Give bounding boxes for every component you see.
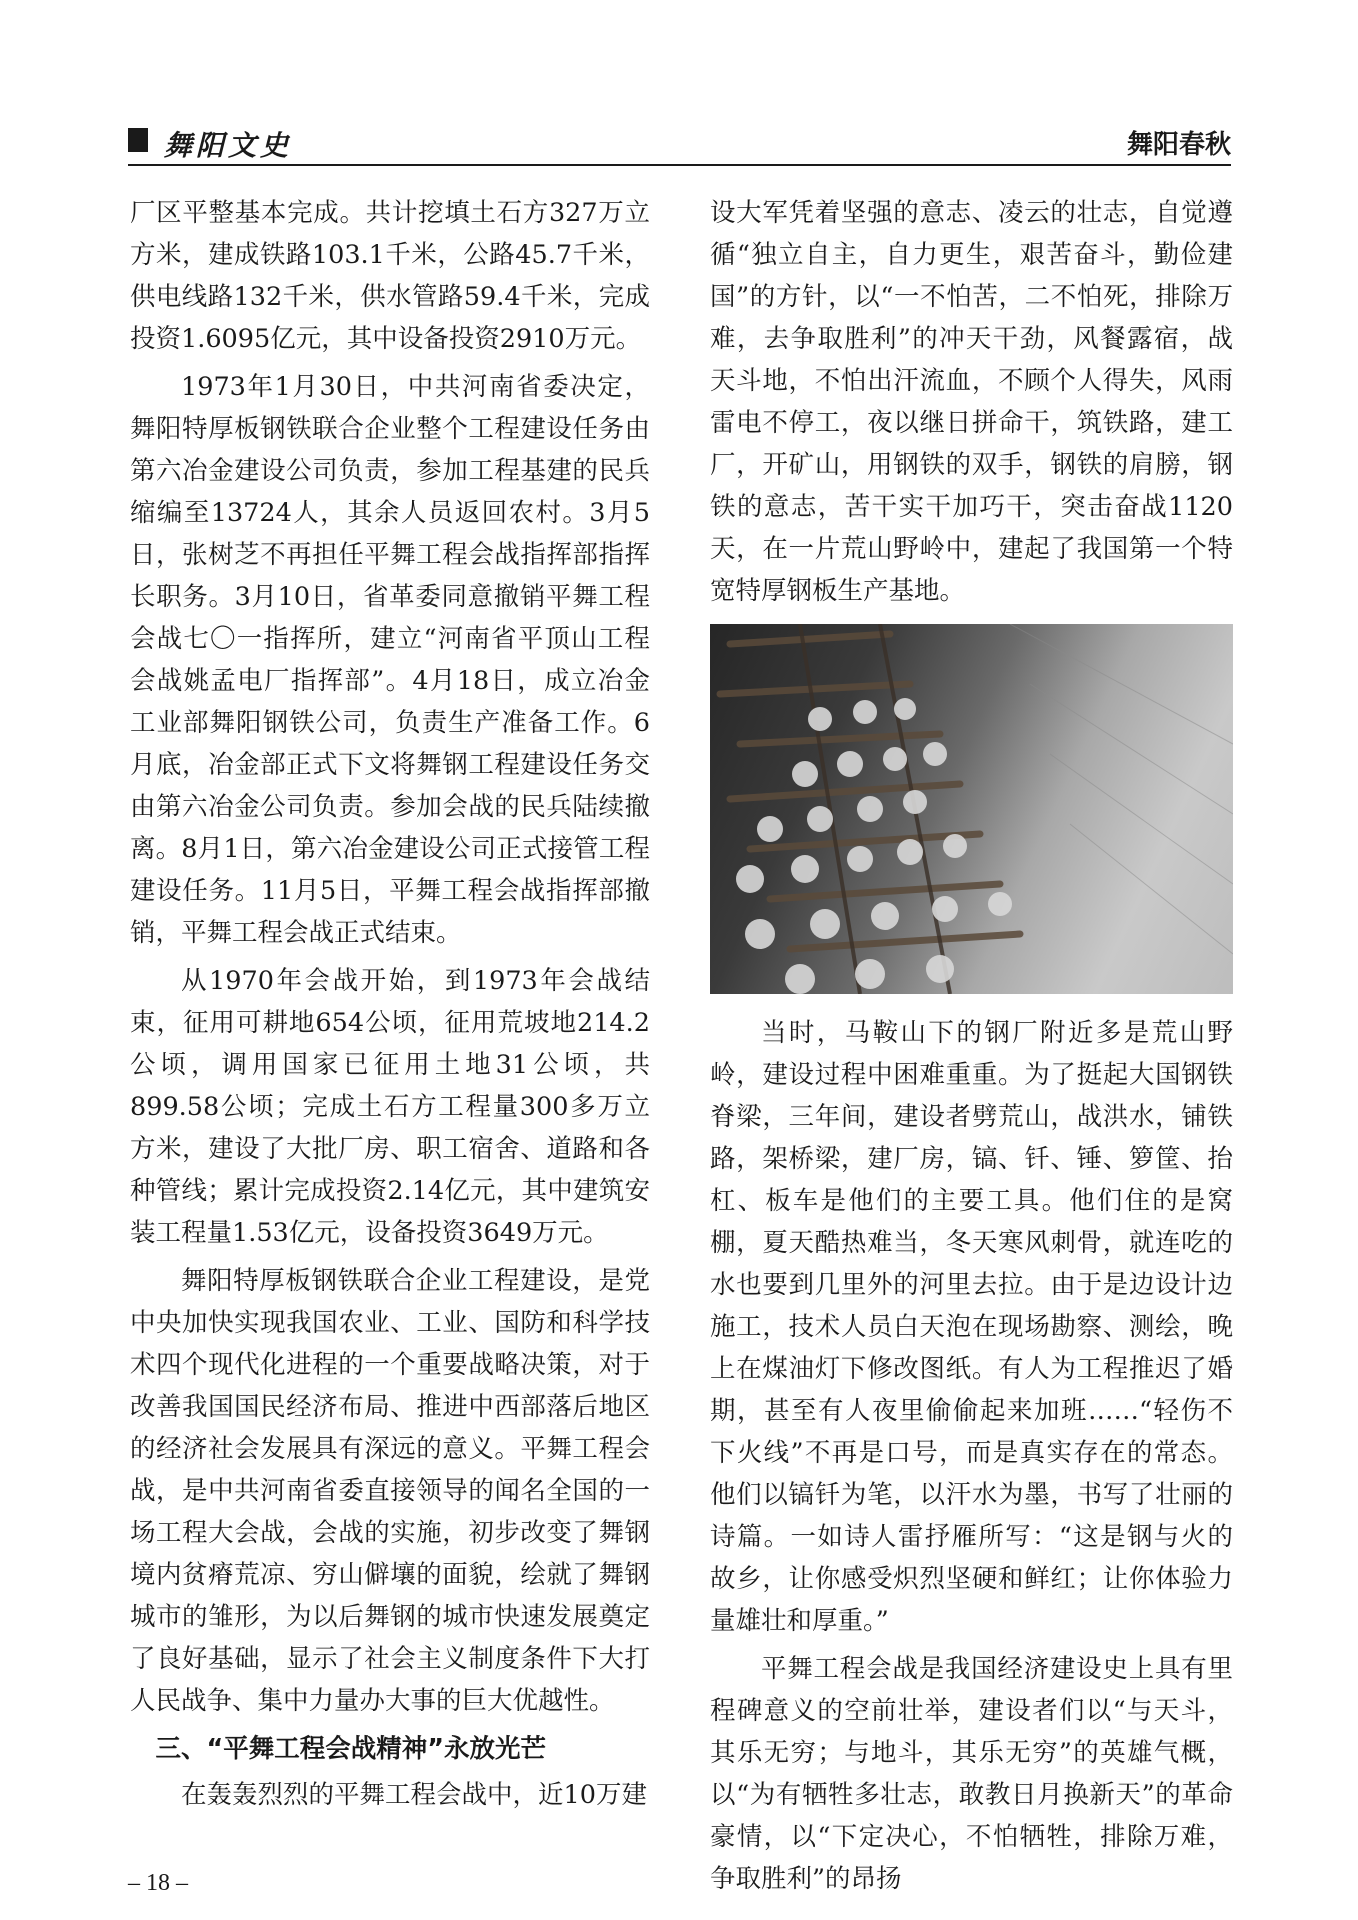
- historical-photo: [710, 624, 1233, 994]
- paragraph: 设大军凭着坚强的意志、凌云的壮志，自觉遵循“独立自主，自力更生，艰苦奋斗，勤俭建国”的方针，以“一不怕苦，二不怕死，排除万难，去争取胜利”的冲天干劲，风餐露宿，战天斗地，不怕出汗流血，不顾个人得失，风雨雷电不停工，夜以继日拼命干，筑铁路，建工厂，开矿山，用钢铁的双手，钢铁的肩膀，钢铁的意志，苦干实干加巧干，突击奋战1120天，在一片荒山野岭中，建起了我国第一个特宽特厚钢板生产基地。: [710, 198, 1233, 606]
- paragraph: 当时，马鞍山下的钢厂附近多是荒山野岭，建设过程中困难重重。为了挺起大国钢铁脊梁，三年间，建设者劈荒山，战洪水，铺铁路，架桥梁，建厂房，镐、钎、锤、箩筐、抬杠、板车是他们的主要工具。他们住的是窝棚，夏天酷热难当，冬天寒风刺骨，就连吃的水也要到几里外的河里去拉。由于是边设计边施工，技术人员白天泡在现场勘察、测绘，晚上在煤油灯下修改图纸。有人为工程推迟了婚期，甚至有人夜里偷偷起来加班……“轻伤不下火线”不再是口号，而是真实存在的常态。他们以镐钎为笔，以汗水为墨，书写了壮丽的诗篇。一如诗人雷抒雁所写：“这是钢与火的故乡，让你感受炽烈坚硬和鲜红；让你体验力量雄壮和厚重。”: [710, 1018, 1233, 1636]
- paragraph: 在轰轰烈烈的平舞工程会战中，近10万建: [181, 1780, 647, 1810]
- right-column: [710, 192, 1233, 1906]
- paragraph: 舞阳特厚板钢铁联合企业工程建设，是党中央加快实现我国农业、工业、国防和科学技术四个现代化进程的一个重要战略决策，对于改善我国国民经济布局、推进中西部落后地区的经济社会发展具有深远的意义。平舞工程会战，是中共河南省委直接领导的闻名全国的一场工程大会战，会战的实施，初步改变了舞钢境内贫瘠荒凉、穷山僻壤的面貌，绘就了舞钢城市的雏形，为以后舞钢的城市快速发展奠定了良好基础，显示了社会主义制度条件下大打人民战争、集中力量办大事的巨大优越性。: [130, 1266, 650, 1716]
- header-square-mark: [128, 128, 148, 152]
- header-rule: [128, 164, 1231, 166]
- section-heading: 三、“平舞工程会战精神”永放光芒: [155, 1734, 547, 1764]
- page-number: – 18 –: [128, 1870, 188, 1896]
- paragraph: 平舞工程会战是我国经济建设史上具有里程碑意义的空前壮举，建设者们以“与天斗，其乐无穷；与地斗，其乐无穷”的英雄气概，以“为有牺牲多壮志，敢教日月换新天”的革命豪情，以“下定决心，不怕牺牲，排除万难，争取胜利”的昂扬: [710, 1654, 1233, 1894]
- paragraph: 厂区平整基本完成。共计挖填土石方327万立方米，建成铁路103.1千米，公路45.7千米，供电线路132千米，供水管路59.4千米，完成投资1.6095亿元，其中设备投资2910万元。: [130, 198, 650, 354]
- paragraph: 1973年1月30日，中共河南省委决定，舞阳特厚板钢铁联合企业整个工程建设任务由第六冶金建设公司负责，参加工程基建的民兵缩编至13724人，其余人员返回农村。3月5日，张树芝不再担任平舞工程会战指挥部指挥长职务。3月10日，省革委同意撤销平舞工程会战七〇一指挥所，建立“河南省平顶山工程会战姚孟电厂指挥部”。4月18日，成立冶金工业部舞阳钢铁公司，负责生产准备工作。6月底，冶金部正式下文将舞钢工程建设任务交由第六冶金公司负责。参加会战的民兵陆续撤离。8月1日，第六冶金建设公司正式接管工程建设任务。11月5日，平舞工程会战指挥部撤销，平舞工程会战正式结束。: [130, 372, 650, 948]
- photo-illustration: [710, 624, 1233, 994]
- left-column: [130, 192, 650, 1822]
- section-title: 舞阳春秋: [1126, 130, 1231, 160]
- page-header: [128, 126, 1231, 166]
- paragraph: 从1970年会战开始，到1973年会战结束，征用可耕地654公顷，征用荒坡地214.2公顷，调用国家已征用土地31公顷，共899.58公顷；完成土石方工程量300多万立方米，建设了大批厂房、职工宿舍、道路和各种管线；累计完成投资2.14亿元，其中建筑安装工程量1.53亿元，设备投资3649万元。: [130, 966, 650, 1248]
- journal-title: 舞阳文史: [164, 129, 293, 162]
